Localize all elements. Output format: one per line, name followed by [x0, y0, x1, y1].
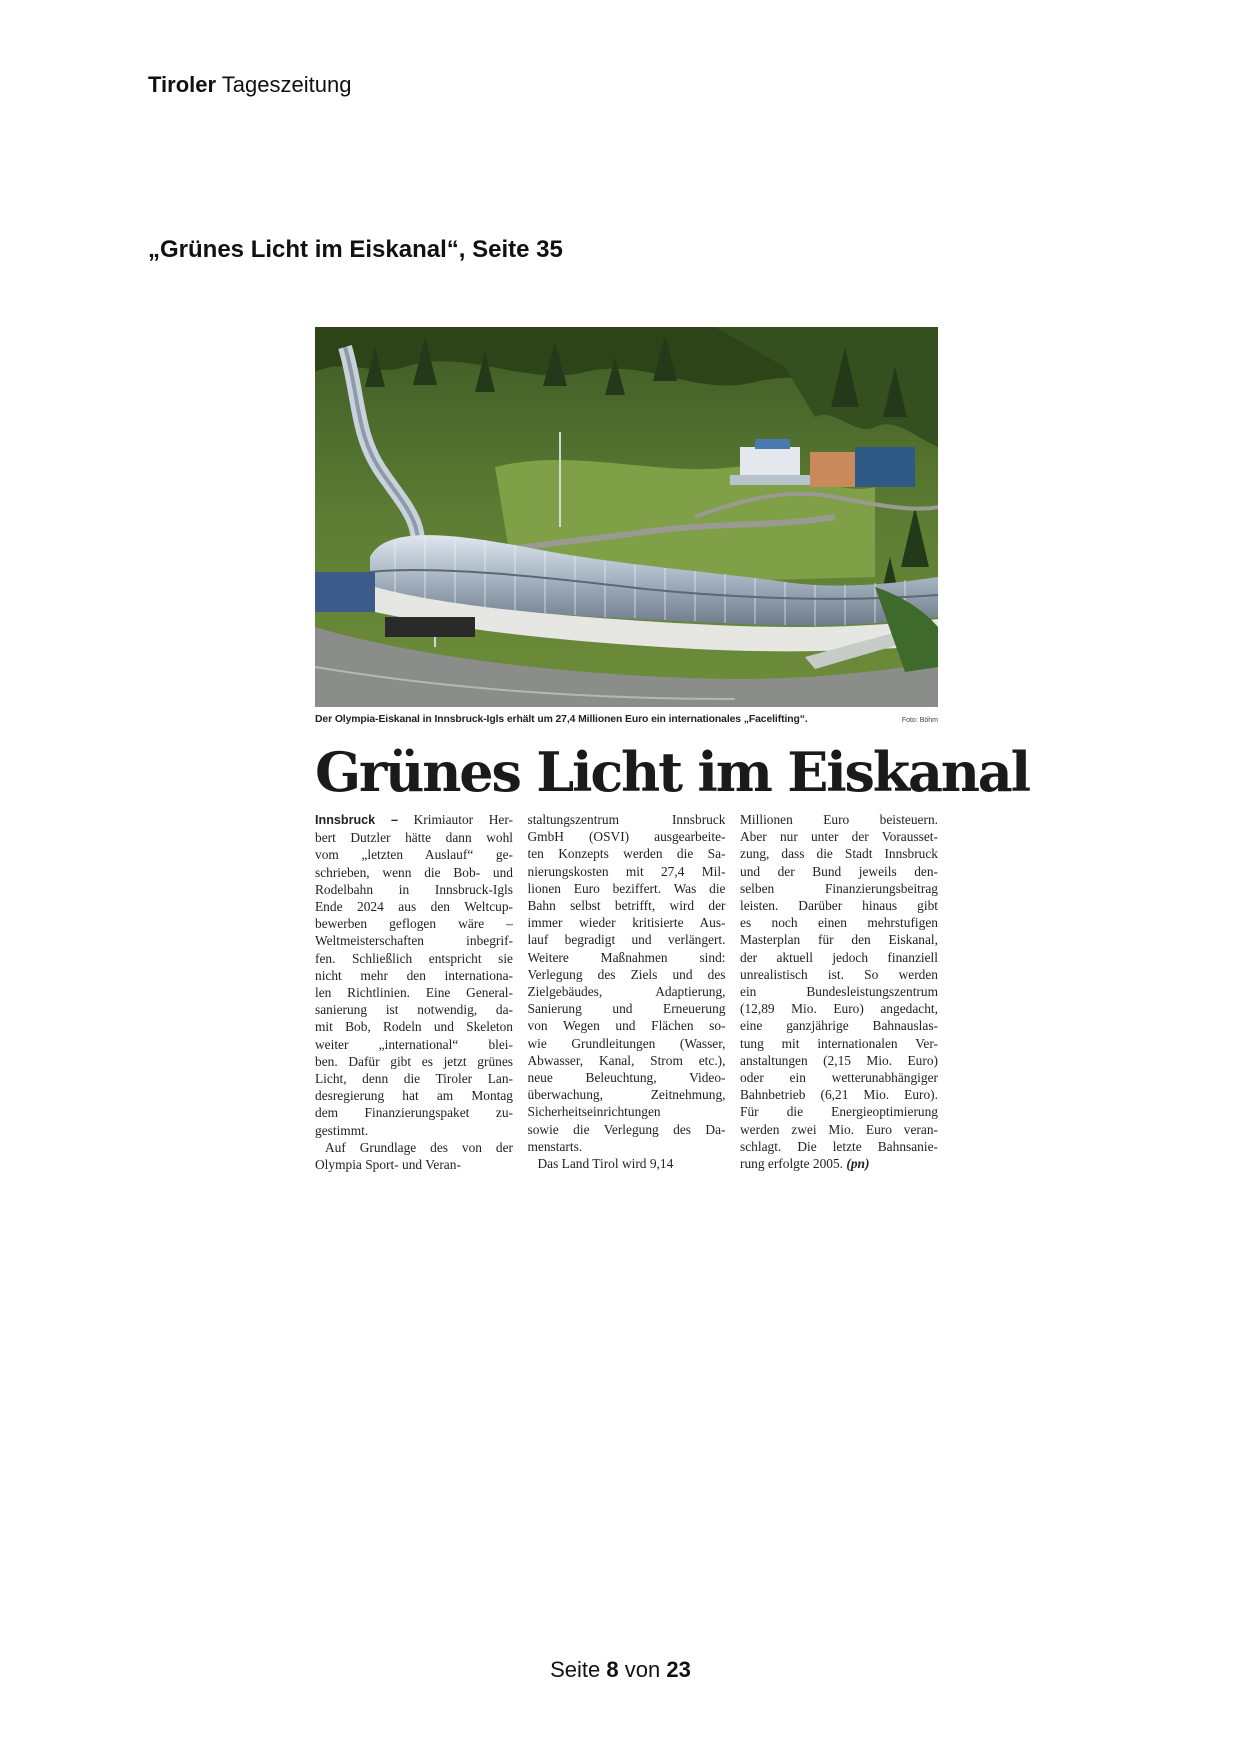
article-line-text: rung erfolgte 2005.	[740, 1156, 844, 1172]
article-column-2	[528, 811, 726, 1173]
article-line: zung, dass die Stadt Innsbruck	[740, 846, 938, 862]
publication-name	[148, 72, 351, 98]
article-line: vom „letzten Auslauf“ ge-	[315, 847, 513, 863]
article-line: werden zwei Mio. Euro veran-	[740, 1121, 938, 1137]
article-line: Weltmeisterschaften inbegrif-	[315, 933, 513, 949]
article-line: Bahnbetrieb (6,21 Mio. Euro).	[740, 1087, 938, 1103]
article-line: Rodelbahn in Innsbruck-Igls	[315, 881, 513, 897]
article-line: es noch einen mehrstufigen	[740, 915, 938, 931]
page-number-current: 8	[606, 1657, 619, 1682]
article-line: bert Dutzler hätte dann wohl	[315, 830, 513, 846]
article-line: Licht, denn die Tiroler Lan-	[315, 1071, 513, 1087]
article-line: Millionen Euro beisteuern.	[740, 812, 938, 827]
article-line: nicht mehr den internationa-	[315, 967, 513, 983]
article-line: schrieben, wenn die Bob- und	[315, 864, 513, 880]
article-line: ein Bundesleistungszentrum	[740, 984, 938, 1000]
article-line: ben. Dafür gibt es jetzt grünes	[315, 1053, 513, 1069]
article-line: GmbH (OSVI) ausgearbeite-	[527, 829, 726, 845]
article-line: fen. Schließlich entspricht sie	[315, 950, 513, 966]
article-column-1	[315, 811, 513, 1173]
page-number	[0, 1657, 1241, 1683]
article-line: leisten. Darüber hinaus gibt	[740, 898, 938, 914]
article-line: gestimmt.	[315, 1122, 369, 1138]
article-line: lionen Euro beziffert. Was die	[527, 880, 726, 896]
page-number-total: 23	[666, 1657, 691, 1682]
article-line: Sicherheitseinrichtungen	[527, 1104, 661, 1120]
article-line: desregierung hat am Montag	[315, 1088, 513, 1104]
article-line: weiter „international“ blei-	[315, 1036, 513, 1052]
article-line: menstarts.	[527, 1138, 583, 1154]
article-line: lauf begradigt und verlängert.	[527, 932, 726, 948]
article-line: eine ganzjährige Bahnauslas-	[740, 1018, 938, 1034]
article-line: Für die Energieoptimierung	[740, 1104, 938, 1120]
article-line: sowie die Verlegung des Da-	[527, 1121, 726, 1137]
article-line: dem Finanzierungspaket zu-	[315, 1105, 513, 1121]
article-photo	[315, 327, 938, 707]
caption-row	[315, 714, 938, 725]
article-line-text: Krimiautor Her-	[397, 812, 513, 827]
source-title: „Grünes Licht im Eiskanal“, Seite 35	[148, 236, 563, 263]
article-line: Weitere Maßnahmen sind:	[527, 949, 726, 965]
article-line: oder ein wetterunabhängiger	[740, 1070, 938, 1086]
article-line: Abwasser, Kanal, Strom etc.),	[527, 1052, 726, 1068]
article-line: bewerben geflogen wäre –	[315, 916, 513, 932]
article-line: mit Bob, Rodeln und Skeleton	[315, 1019, 513, 1035]
article-line: wie Grundleitungen (Wasser,	[527, 1035, 726, 1051]
photo-caption: Der Olympia-Eiskanal in Innsbruck-Igls erhält um 27,4 Millionen Euro ein internationales „Facelifting“.	[315, 714, 808, 725]
article-line: Ende 2024 aus den Weltcup-	[315, 899, 513, 915]
article-line: tung mit internationalen Ver-	[740, 1035, 938, 1051]
article-line: neue Beleuchtung, Video-	[527, 1070, 726, 1086]
article-line: Olympia Sport- und Veran-	[315, 1157, 461, 1173]
article-line: Zielgebäudes, Adaptierung,	[527, 984, 726, 1000]
article-line: (12,89 Mio. Euro) angedacht,	[740, 1001, 938, 1017]
article-clipping	[315, 327, 1029, 1173]
article-line: selben Finanzierungsbeitrag	[740, 880, 938, 896]
page-number-prefix: Seite	[550, 1657, 601, 1682]
article-line: der aktuell jedoch finanziell	[740, 949, 938, 965]
article-line: unrealistisch ist. So werden	[740, 966, 938, 982]
photo-credit: Foto: Böhm	[901, 717, 938, 724]
article-line: len Richtlinien. Eine General-	[315, 985, 513, 1001]
article-line: immer wieder kritisierte Aus-	[527, 915, 726, 931]
article-line: Das Land Tirol wird 9,14	[537, 1156, 674, 1172]
publication-name-bold: Tiroler	[148, 72, 217, 97]
article-line: anstaltungen (2,15 Mio. Euro)	[740, 1052, 938, 1068]
article-line: sanierung ist notwendig, da-	[315, 1002, 513, 1018]
article-dateline: Innsbruck –	[315, 813, 398, 827]
article-line: Aber nur unter der Vorausset-	[740, 829, 938, 845]
publication-name-regular: Tageszeitung	[221, 72, 352, 97]
article-line: Auf Grundlage des von der	[325, 1139, 513, 1155]
article-line: Verlegung des Ziels und des	[527, 966, 726, 982]
article-line	[315, 811, 513, 829]
article-headline: Grünes Licht im Eiskanal	[315, 740, 1029, 804]
article-line: staltungszentrum Innsbruck	[527, 812, 726, 827]
article-line: Bahn selbst betrifft, wird der	[527, 898, 726, 914]
page-number-middle: von	[624, 1657, 661, 1682]
article-line: Masterplan für den Eiskanal,	[740, 932, 938, 948]
article-line: von Wegen und Flächen so-	[527, 1018, 726, 1034]
article-body	[315, 811, 938, 1173]
article-line: Sanierung und Erneuerung	[527, 1001, 726, 1017]
article-line: nierungskosten mit 27,4 Mil-	[527, 863, 726, 879]
article-line: schlagt. Die letzte Bahnsanie-	[740, 1138, 938, 1154]
article-byline: (pn)	[846, 1156, 870, 1172]
article-line: ten Konzepts werden die Sa-	[527, 846, 726, 862]
article-line: überwachung, Zeitnehmung,	[527, 1087, 726, 1103]
article-column-3	[740, 811, 938, 1173]
bobsled-track-photo	[315, 327, 938, 707]
article-line: und der Bund jeweils den-	[740, 863, 938, 879]
article-line	[740, 1155, 938, 1172]
